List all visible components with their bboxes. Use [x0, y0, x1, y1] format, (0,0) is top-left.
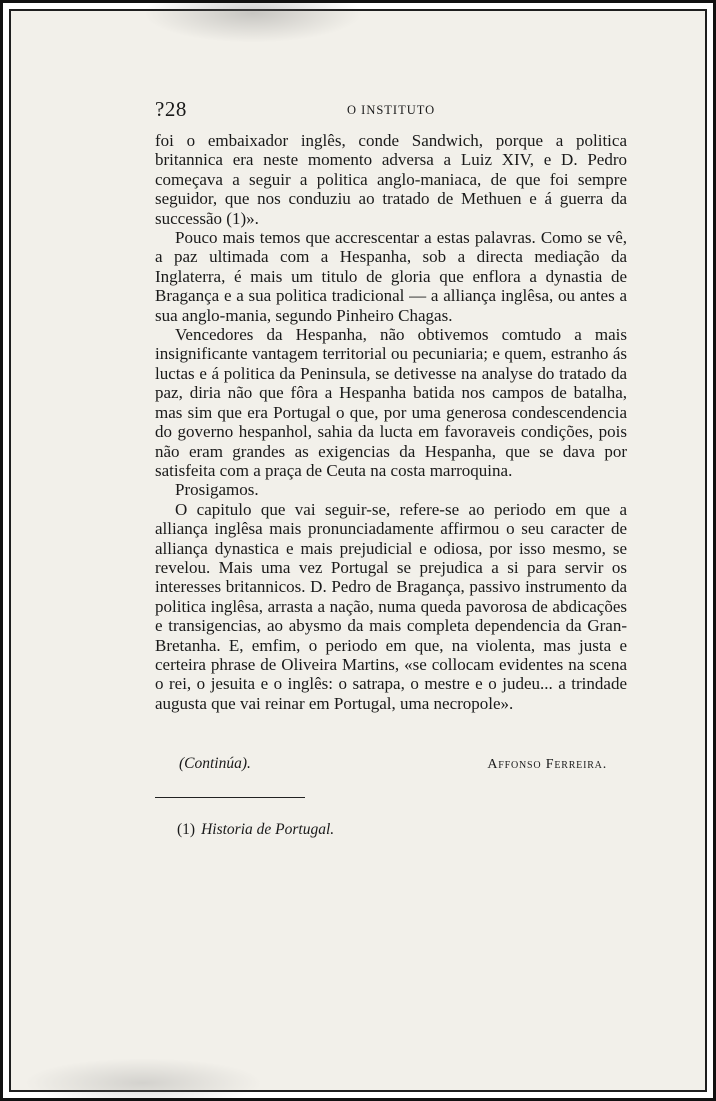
paragraph: O capitulo que vai seguir-se, refere-se ao periodo em que a alliança inglêsa mais pronunciadamente affirmou o seu caracter de alliança dynastica e mais prejudicial e odiosa, por isso mesmo, se revelou. Mais uma vez Portugal se prejudica a si para servir os interesses britannicos. D. Pedro de Bragança, passivo instrumento da politica inglêsa, arrasta a nação, numa queda pavorosa de abdicações e transigencias, ao abysmo da mais completa dependencia da Gran-Bretanha. E, emfim, o periodo em que, na violenta, mas justa e certeira phrase de Oliveira Martins, «se collocam evidentes na scena o rei, o jesuita e o inglês: o satrapa, o mestre e o judeu... a trindade augusta que vai reinar em Portugal, uma necropole».	[155, 499, 627, 713]
scan-smudge	[23, 1058, 263, 1101]
running-title: O INSTITUTO	[347, 103, 436, 117]
footnote-marker: (1)	[177, 821, 196, 838]
continua-note: (Continúa).	[179, 755, 251, 772]
page-number: ?28	[155, 97, 187, 121]
paragraph: foi o embaixador inglês, conde Sandwich, porque a politica britannica era neste momento adversa a Luiz XIV, e D. Pedro começava a seguir a politica anglo-maniaca, de que foi sempre seguidor, que nos conduziu ao tratado de Methuen e á guerra da successão (1)».	[155, 131, 627, 228]
body-text	[155, 131, 627, 713]
signoff	[179, 755, 629, 777]
paragraph: Pouco mais temos que accrescentar a estas palavras. Como se vê, a paz ultimada com a Hespanha, sob a directa mediação da Inglaterra, é mais um titulo de gloria que enflora a dynastia de Bragança e a sua politica tradicional — a alliança inglêsa, ou antes a sua anglo-mania, segundo Pinheiro Chagas.	[155, 228, 627, 325]
footnote	[177, 821, 334, 839]
page-header	[155, 97, 627, 121]
scan-smudge	[143, 0, 363, 43]
author-signature: Affonso Ferreira.	[487, 757, 607, 772]
footnote-divider	[155, 797, 305, 798]
paragraph: Prosigamos.	[175, 480, 259, 500]
paragraph: Vencedores da Hespanha, não obtivemos comtudo a mais insignificante vantagem territorial ou pecuniaria; e quem, estranho ás luctas e á politica da Peninsula, se detivesse na analyse do tratado da paz, diria não que fôra a Hespanha batida nos campos de batalha, mas sim que era Portugal o que, por uma generosa condescendencia do governo hespanhol, sahia da lucta em favoraveis condições, pois não eram grandes as exigencias da Hespanha, que se dava por satisfeita com a praça de Ceuta na costa marroquina.	[155, 325, 627, 480]
footnote-reference: Historia de Portugal.	[201, 821, 335, 838]
